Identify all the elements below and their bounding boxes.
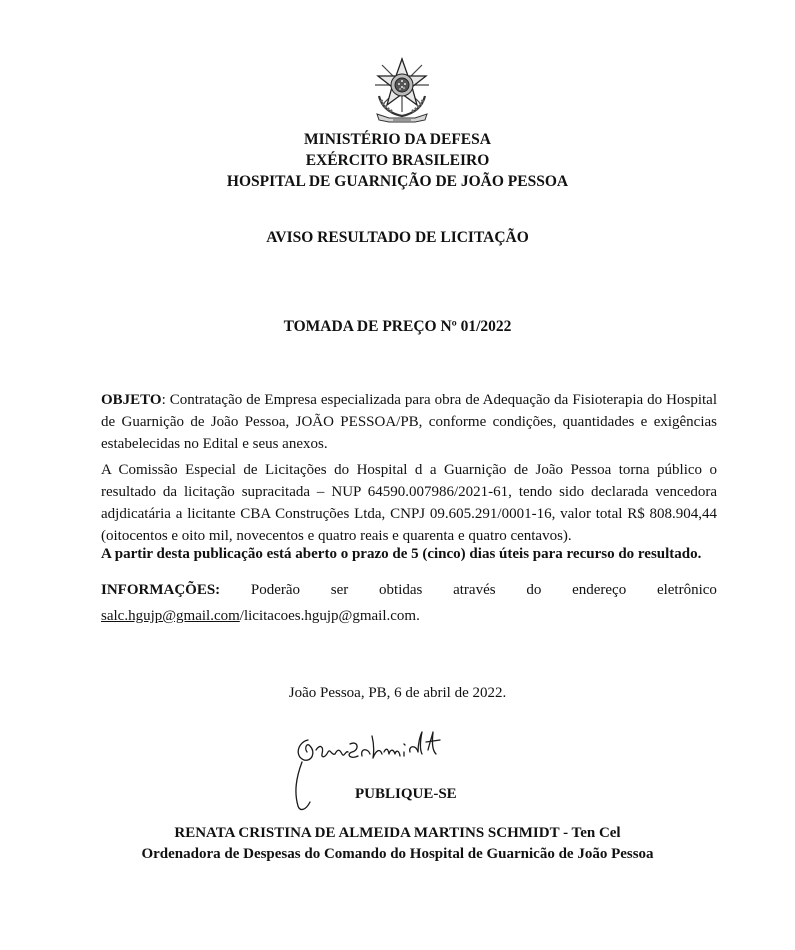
objeto-text: : Contratação de Empresa especializada para obra de Adequação da Fisioterapia do Hospital de Guarnição de João Pessoa, JOÃO PESSOA/PB, conforme condições, quantidades e exigências estabelecidas no Edital e seus anexos.	[101, 392, 717, 452]
deadline-notice: A partir desta publicação está aberto o prazo de 5 (cinco) dias úteis para recurso do resultado.	[101, 546, 702, 562]
info-word: endereço	[572, 582, 627, 598]
publique-se: PUBLIQUE-SE	[355, 786, 457, 802]
email-link[interactable]: salc.hgujp@gmail.com	[101, 608, 240, 624]
objeto-paragraph	[101, 389, 717, 455]
handwritten-signature	[280, 722, 470, 818]
informacoes-line	[101, 582, 717, 599]
result-paragraph: A Comissão Especial de Licitações do Hospital d a Guarnição de João Pessoa torna público o resultado da licitação supracitada – NUP 64590.007986/2021-61, tendo sido declarada vencedora adjdicatária a licitante CBA Construções Ltda, CNPJ 09.605.291/0001-16, valor total R$ 808.904,44 (oitocentos e oito mil, novecentos e quatro reais e quarenta e quatro centavos).	[101, 462, 717, 544]
email-line	[101, 605, 717, 627]
notice-title: AVISO RESULTADO DE LICITAÇÃO	[266, 229, 529, 246]
info-word: através	[453, 582, 496, 598]
date-line: João Pessoa, PB, 6 de abril de 2022.	[288, 685, 507, 701]
header-hospital: HOSPITAL DE GUARNIÇÃO DE JOÃO PESSOA	[226, 173, 569, 190]
header-army: EXÉRCITO BRASILEIRO	[305, 152, 490, 169]
info-word: do	[526, 582, 542, 598]
info-word: eletrônico	[656, 582, 717, 598]
informacoes-label: INFORMAÇÕES:	[101, 582, 221, 598]
header-ministry: MINISTÉRIO DA DEFESA	[304, 131, 491, 148]
info-word: obtidas	[379, 582, 423, 598]
signatory-name: RENATA CRISTINA DE ALMEIDA MARTINS SCHMIDT - Ten Cel	[174, 825, 621, 841]
objeto-label: OBJETO	[101, 392, 162, 408]
process-title: TOMADA DE PREÇO Nº 01/2022	[283, 318, 512, 335]
email-rest: /licitacoes.hgujp@gmail.com.	[239, 608, 420, 624]
info-word: ser	[330, 582, 349, 598]
coat-of-arms-icon	[369, 56, 435, 124]
signatory-role: Ordenadora de Despesas do Comando do Hospital de Guarnicão de João Pessoa	[141, 846, 654, 862]
info-word: Poderão	[250, 582, 301, 598]
